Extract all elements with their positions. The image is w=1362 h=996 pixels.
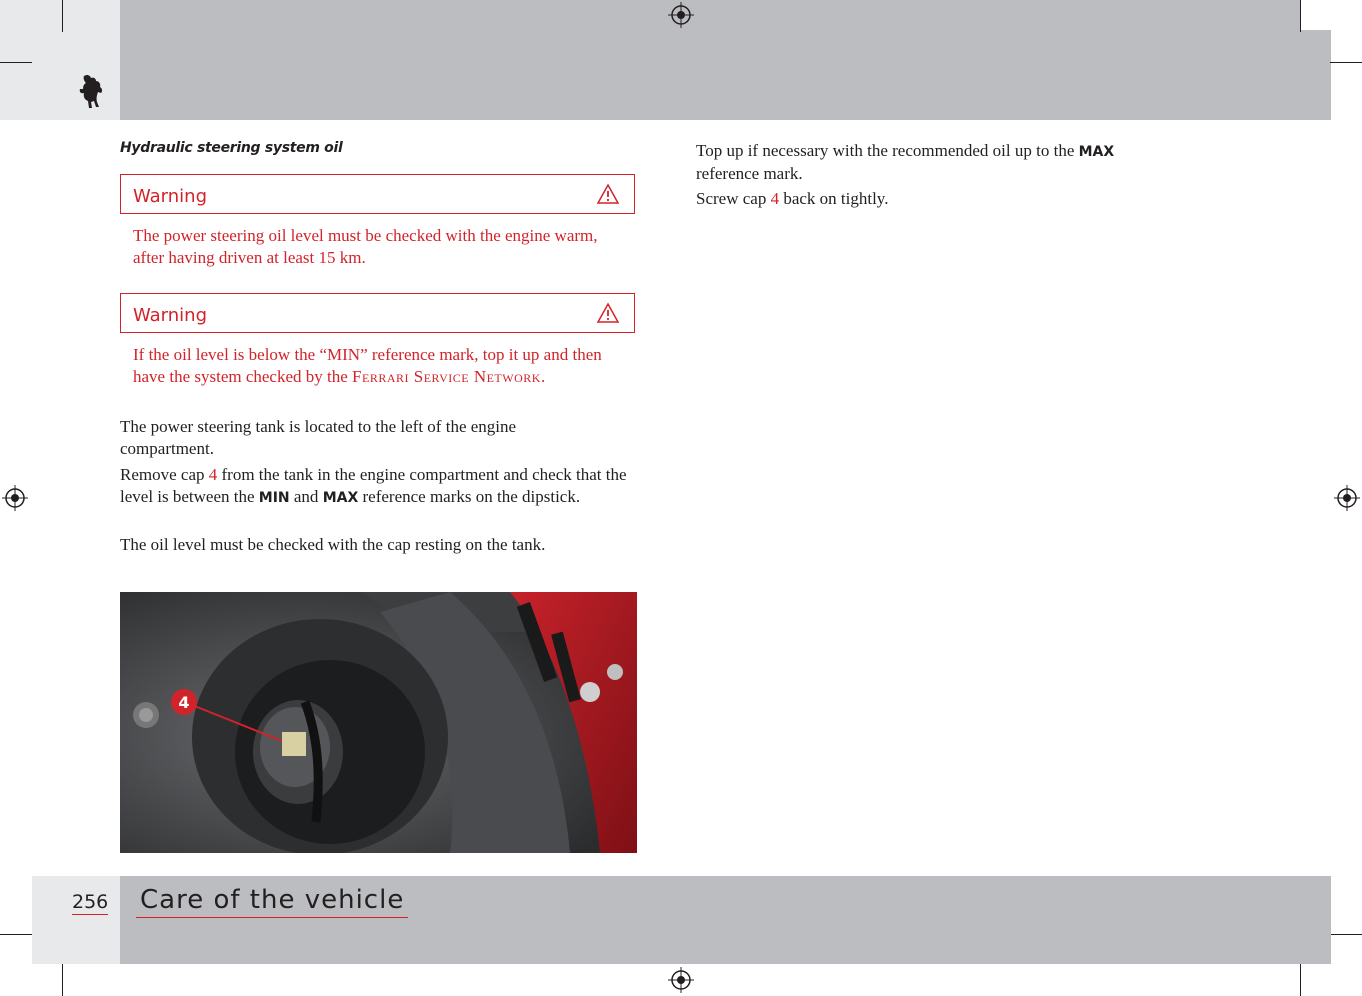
text-part: and	[289, 487, 323, 506]
crop-mark	[0, 934, 32, 935]
header-band-right	[1300, 30, 1331, 120]
warning-text: The power steering oil level must be checked with the engine warm, after having driven at least 15 km.	[133, 226, 598, 267]
crop-mark	[62, 0, 63, 32]
header-band	[120, 0, 1300, 120]
crop-mark	[1330, 934, 1362, 935]
body-paragraph	[696, 188, 1176, 210]
crop-mark	[0, 62, 32, 63]
registration-mark-icon	[2, 485, 28, 511]
body-paragraph	[696, 140, 1176, 185]
warning-label: Warning	[133, 186, 208, 207]
registration-mark-icon	[668, 2, 694, 28]
engine-compartment-photo	[120, 592, 637, 853]
footer-band-left	[32, 876, 120, 964]
figure-callout: 4	[178, 693, 190, 712]
prancing-horse-logo	[74, 72, 108, 110]
warning-box	[120, 174, 635, 214]
warning-triangle-icon	[596, 302, 620, 324]
max-mark-label: MAX	[1078, 144, 1115, 160]
text-part: reference mark.	[696, 164, 803, 183]
page-number: 256	[72, 891, 109, 913]
text-part: Top up if necessary with the recommended oil up to the	[696, 141, 1079, 160]
warning-box	[120, 293, 635, 333]
crop-mark	[1330, 62, 1362, 63]
registration-mark-icon	[1334, 485, 1360, 511]
warning-triangle-icon	[596, 183, 620, 205]
warning-label: Warning	[133, 305, 208, 326]
body-paragraph	[120, 464, 635, 509]
crop-mark	[1300, 964, 1301, 996]
body-paragraph: The oil level must be checked with the cap resting on the tank.	[120, 535, 546, 554]
body-paragraph: The power steering tank is located to the left of the engine compartment.	[120, 417, 517, 458]
registration-mark-icon	[668, 967, 694, 993]
warning-text-part: If the oil level is below the “MIN” reference mark, top it up and then have the system checked by the	[133, 345, 602, 386]
warning-text-part: .	[540, 367, 546, 386]
crop-mark	[1300, 0, 1301, 32]
text-part: from the tank in the engine compartment and check that the level is between the	[120, 465, 627, 506]
crop-mark	[62, 964, 63, 996]
chapter-title: Care of the vehicle	[136, 884, 408, 918]
warning-text	[133, 344, 628, 388]
min-mark-label: MIN	[258, 490, 290, 506]
cap-reference: 4	[770, 189, 780, 208]
text-part: Remove cap	[120, 465, 209, 484]
cap-reference: 4	[208, 465, 218, 484]
max-mark-label: MAX	[322, 490, 359, 506]
section-title: Hydraulic steering system oil	[120, 140, 343, 156]
service-network-name: Ferrari Service Network	[352, 367, 541, 386]
text-part: Screw cap	[696, 189, 771, 208]
text-part: reference marks on the dipstick.	[358, 487, 581, 506]
text-part: back on tightly.	[779, 189, 889, 208]
